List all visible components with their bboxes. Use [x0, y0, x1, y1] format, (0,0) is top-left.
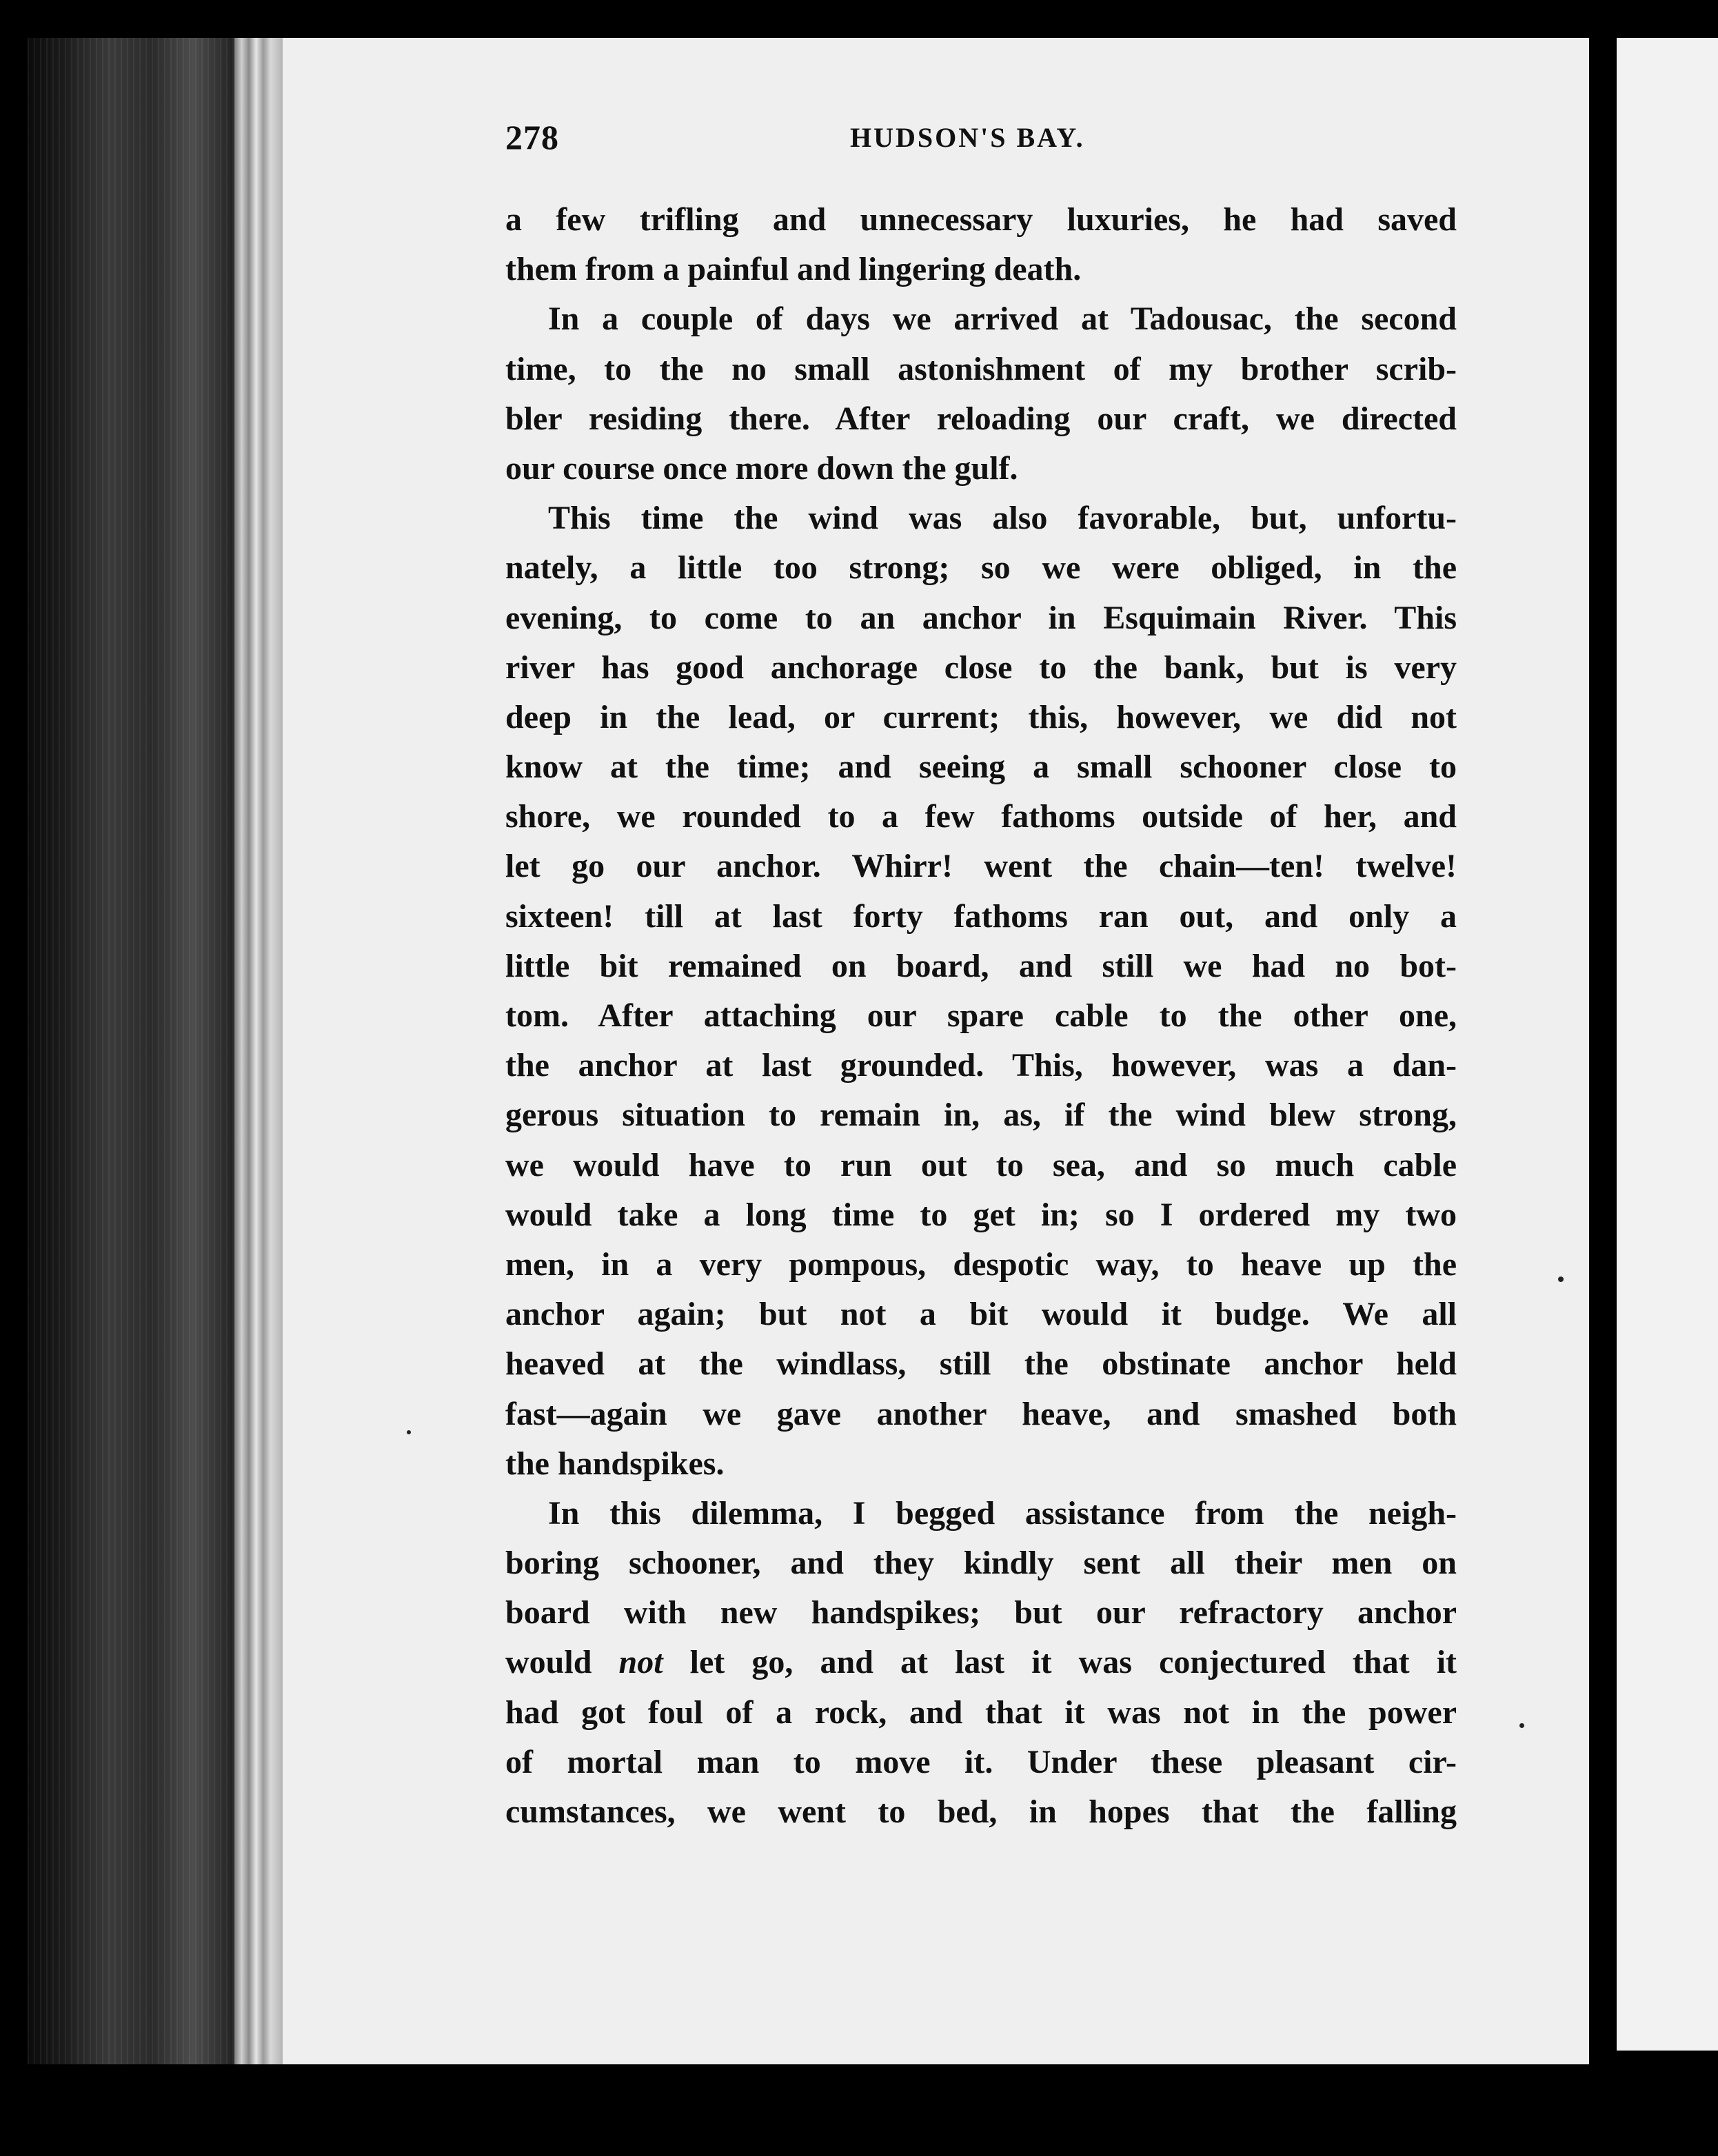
text-run: let go, and at last it was conjectured that it: [663, 1644, 1457, 1681]
text-line: gerous situation to remain in, as, if the wind blew strong,: [505, 1097, 1457, 1134]
text-line: tom. After attaching our spare cable to the other one,: [505, 997, 1457, 1034]
text-line: In this dilemma, I begged assistance from the neigh-: [548, 1494, 1457, 1532]
text-line: fast—again we gave another heave, and smashed both: [505, 1395, 1457, 1432]
text-line: our course once more down the gulf.: [505, 449, 1018, 487]
text-run: would: [505, 1644, 619, 1681]
text-line: board with new handspikes; but our refractory anchor: [505, 1594, 1457, 1631]
text-line: This time the wind was also favorable, but, unfortu-: [548, 500, 1457, 537]
paragraph: [505, 1489, 1457, 1837]
running-head: HUDSON'S BAY.: [850, 122, 1085, 153]
text-line: the handspikes.: [505, 1445, 725, 1482]
text-line: know at the time; and seeing a small schooner close to: [505, 749, 1457, 786]
text-line: had got foul of a rock, and that it was not in the power: [505, 1694, 1457, 1731]
facing-page-edge: [1617, 38, 1718, 2051]
italic-emphasis: not: [618, 1644, 663, 1681]
text-line: time, to the no small astonishment of my brother scrib-: [505, 350, 1457, 387]
text-line: let go our anchor. Whirr! went the chain—ten! twelve!: [505, 848, 1457, 885]
text-line: evening, to come to an anchor in Esquimain River. This: [505, 599, 1457, 636]
paragraph: [505, 494, 1457, 1489]
text-line: anchor again; but not a bit would it budge. We all: [505, 1296, 1457, 1333]
scan-speck: [407, 1430, 411, 1434]
text-line: In a couple of days we arrived at Tadousac, the second: [548, 301, 1457, 338]
text-line: the anchor at last grounded. This, however, was a dan-: [505, 1047, 1457, 1084]
scan-speck: [1558, 1277, 1564, 1282]
text-line: of mortal man to move it. Under these pleasant cir-: [505, 1743, 1457, 1780]
spine-texture: [28, 38, 234, 2064]
text-line: bler residing there. After reloading our craft, we directed: [505, 400, 1457, 437]
text-line: would take a long time to get in; so I ordered my two: [505, 1196, 1457, 1233]
text-line: shore, we rounded to a few fathoms outside of her, and: [505, 798, 1457, 835]
text-line: little bit remained on board, and still we had no bot-: [505, 947, 1457, 984]
page-edges: [234, 38, 283, 2064]
page-number: 278: [505, 118, 559, 156]
text-line: heaved at the windlass, still the obstinate anchor held: [505, 1345, 1457, 1383]
text-line: [505, 1638, 1457, 1687]
page-header: [505, 117, 1457, 165]
paragraph: [505, 195, 1457, 294]
paragraph: [505, 294, 1457, 494]
text-line: deep in the lead, or current; this, however, we did not: [505, 698, 1457, 735]
text-line: river has good anchorage close to the bank, but is very: [505, 649, 1457, 686]
text-line: we would have to run out to sea, and so much cable: [505, 1146, 1457, 1183]
body-text: [505, 195, 1457, 1837]
scan-speck: [1519, 1723, 1524, 1728]
text-line: a few trifling and unnecessary luxuries, he had saved: [505, 201, 1457, 238]
text-line: them from a painful and lingering death.: [505, 251, 1082, 288]
book-spine: [28, 38, 234, 2064]
text-line: men, in a very pompous, despotic way, to heave up the: [505, 1245, 1457, 1283]
text-line: boring schooner, and they kindly sent all their men on: [505, 1545, 1457, 1582]
text-line: nately, a little too strong; so we were obliged, in the: [505, 549, 1457, 587]
text-line: cumstances, we went to bed, in hopes that the falling: [505, 1793, 1457, 1830]
text-line: sixteen! till at last forty fathoms ran out, and only a: [505, 897, 1457, 935]
